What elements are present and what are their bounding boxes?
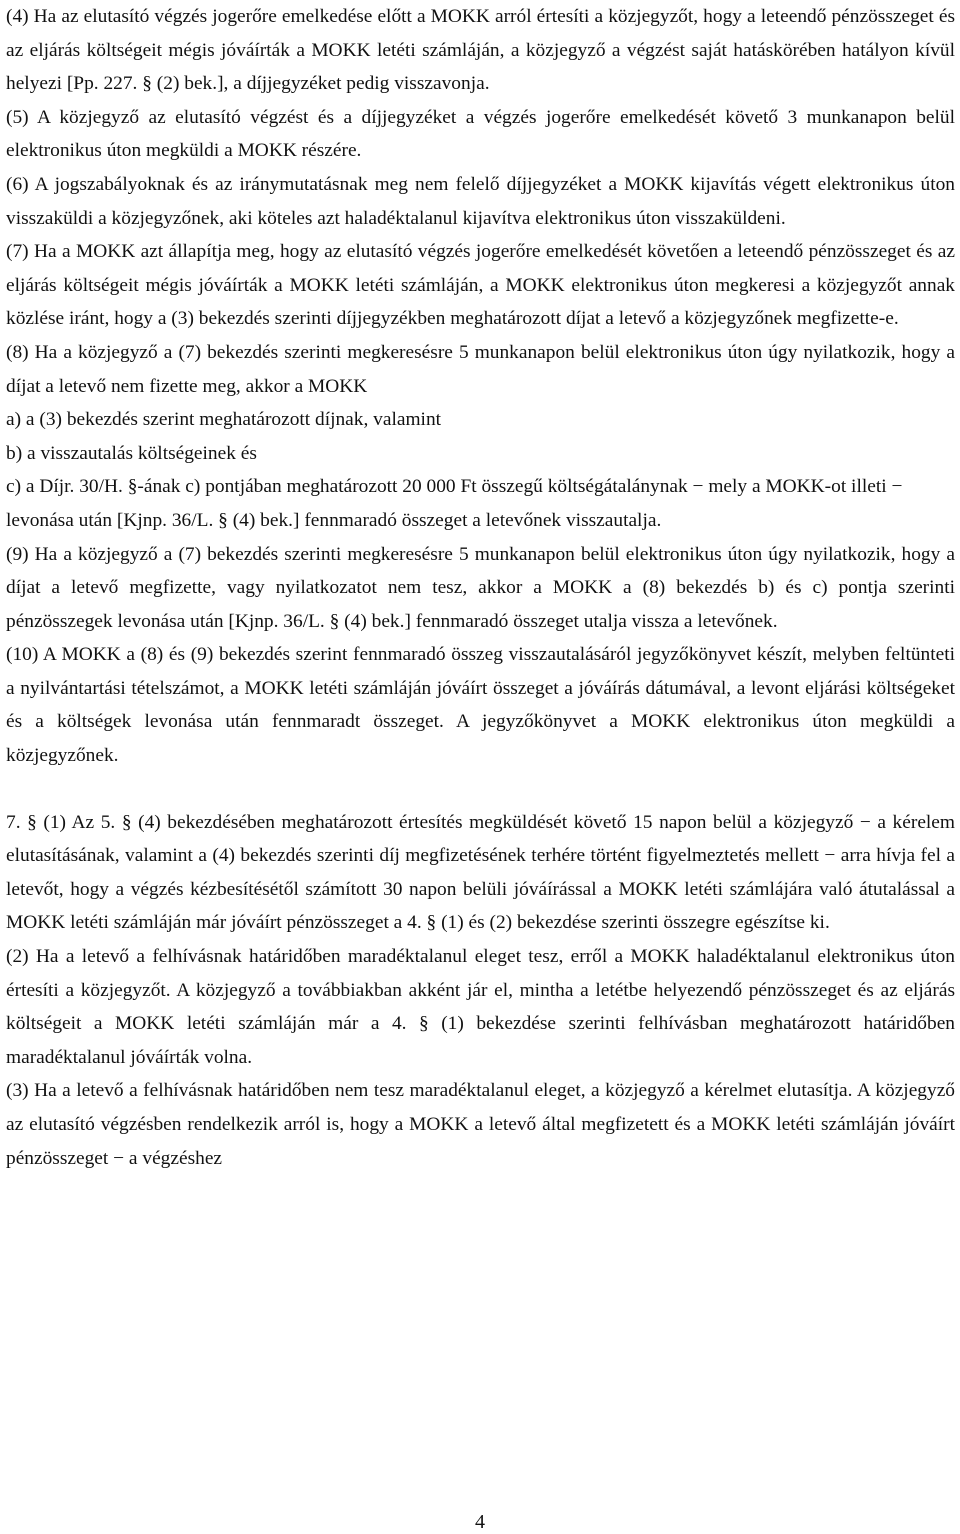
section-7-paragraph-3: (3) Ha a letevő a felhívásnak határidőben nem tesz maradéktalanul eleget, a közjegyző a kérelmet elutasítja. A közjegyző az elutasító végzésben rendelkezik arról is, hogy a MOKK a letevő által megfizetett és a MOKK letéti számláján jóváírt pénzösszeget − a végzéshez: [6, 1080, 955, 1169]
section-7-paragraph-2: (2) Ha a letevő a felhívásnak határidőben maradéktalanul eleget tesz, erről a MOKK haladéktalanul elektronikus úton értesíti a közjegyzőt. A közjegyző a továbbiakban akként jár el, mintha a letétbe helyezendő pénzösszeget és az eljárás költségeit a MOKK letéti számláján már a 4. § (1) bekezdése szerinti felhívásban meghatározott határidőben maradéktalanul jóváírták volna.: [6, 946, 955, 1068]
paragraph-4: (4) Ha az elutasító végzés jogerőre emelkedése előtt a MOKK arról értesíti a közjegyzőt, hogy a leteendő pénzösszeget és az eljárás költségeit mégis jóváírták a MOKK letéti számláján, a közjegyző a végzést saját hatáskörében hatályon kívül helyezi [Pp. 227. § (2) bek.], a díjjegyzéket pedig visszavonja.: [6, 6, 955, 95]
paragraph-7: (7) Ha a MOKK azt állapítja meg, hogy az elutasító végzés jogerőre emelkedését követően a leteendő pénzösszeget és az eljárás költségeit mégis jóváírták a MOKK letéti számláján, a MOKK elektronikus úton megkeresi a közjegyzőt annak közlése iránt, hogy a (3) bekezdés szerinti díjjegyzékben meghatározott díjat a letevő a közjegyzőnek megfizette-e.: [6, 241, 955, 330]
paragraph-10: (10) A MOKK a (8) és (9) bekezdés szerint fennmaradó összeg visszautalásáról jegyzőkönyvet készít, melyben feltünteti a nyilvántartási tételszámot, a MOKK letéti számláján jóváírt összeget a jóváírás dátumával, a levont eljárási költségeket és a költségek levonása után fennmaradt összeget. A jegyzőkönyvet a MOKK elektronikus úton megküldi a közjegyzőnek.: [6, 644, 955, 767]
paragraph-9: (9) Ha a közjegyző a (7) bekezdés szerinti megkeresésre 5 munkanapon belül elektronikus úton úgy nyilatkozik, hogy a díjat a letevő megfizette, vagy nyilatkozatot nem tesz, akkor a MOKK a (8) bekezdés b) és c) pontja szerinti pénzösszegek levonása után [Kjnp. 36/L. § (4) bek.] fennmaradó összeget utalja vissza a letevőnek.: [6, 543, 955, 632]
paragraph-6: (6) A jogszabályoknak és az iránymutatásnak meg nem felelő díjjegyzéket a MOKK kijavítás végett elektronikus úton visszaküldi a közjegyzőnek, aki köteles azt haladéktalanul kijavítva elektronikus úton visszaküldeni.: [6, 173, 955, 229]
page-number: 4: [475, 1511, 485, 1533]
list-item-c: c) a Díjr. 30/H. §-ának c) pontjában meghatározott 20 000 Ft összegű költségátalánynak − mely a MOKK-ot illeti −: [6, 476, 903, 498]
section-7-paragraph-1: 7. § (1) Az 5. § (4) bekezdésében meghatározott értesítés megküldését követő 15 napon belül a közjegyző − a kérelem elutasításának, valamint a (4) bekezdés szerinti díj megfizetésének terhére történt figyelmeztetés mellett − arra hívja fel a letevőt, hogy a végzés kézbesítésétől számított 30 napon belüli jóváírással a MOKK letéti számlájára való átutalással a MOKK letéti számláján már jóváírt pénzösszeget a 4. § (1) és (2) bekezdése szerinti összegre egészítse ki.: [6, 811, 955, 934]
list-item-b: b) a visszautalás költségeinek és: [6, 442, 257, 464]
paragraph-5: (5) A közjegyző az elutasító végzést és a díjjegyzéket a végzés jogerőre emelkedését követő 3 munkanapon belül elektronikus úton megküldi a MOKK részére.: [6, 106, 955, 162]
paragraph-8-closing: levonása után [Kjnp. 36/L. § (4) bek.] fennmaradó összeget a letevőnek visszautalja.: [6, 509, 662, 531]
paragraph-8: (8) Ha a közjegyző a (7) bekezdés szerinti megkeresésre 5 munkanapon belül elektronikus úton úgy nyilatkozik, hogy a díjat a letevő nem fizette meg, akkor a MOKK: [6, 341, 955, 397]
document-page: [6, 0, 955, 1175]
list-item-a: a) a (3) bekezdés szerint meghatározott díjnak, valamint: [6, 409, 442, 431]
